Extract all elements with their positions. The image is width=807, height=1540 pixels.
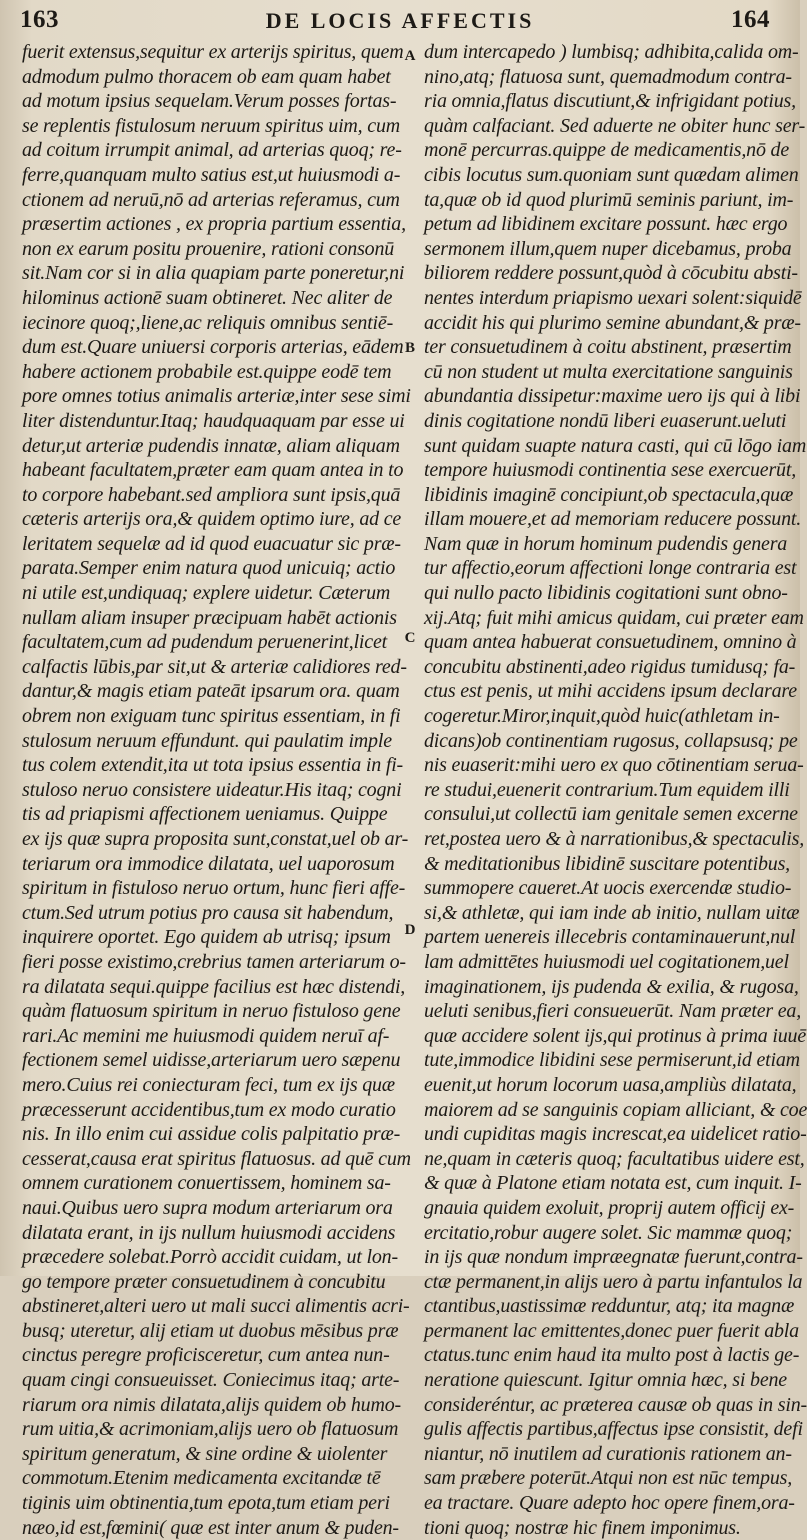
text-line: tute,immodice libidini sese permiserunt,id etiam	[424, 1049, 800, 1072]
text-line: leritatem sequelæ ad id quod euacuatur sic præ-	[22, 532, 401, 555]
text-line: dinis cogitatione nondū liberi euaserunt.ueluti	[424, 409, 787, 432]
text-line: sunt quidam suapte natura casti, qui cū lōgo iam	[424, 434, 807, 457]
text-line: commotum.Etenim medicamenta excitandæ tē	[22, 1467, 381, 1490]
text-line: gulis affectis partibus,affectus ipse consistit, defi	[424, 1418, 803, 1441]
text-line: facultatem,cum ad pudendum peruenerint,licet	[22, 631, 387, 654]
text-line: to corpore habebant.sed ampliora sunt ipsis,quā	[22, 483, 401, 506]
text-line: busq; uteretur, alij etiam ut duobus mēsibus præ	[22, 1319, 399, 1342]
text-line: stuloso neruo consistere uideatur.His itaq; cogni	[22, 778, 402, 801]
text-line: petum ad libidinem excitare possunt. hæc ergo	[424, 213, 788, 236]
text-line: lam admittētes huiusmodi uel cogitationem,uel	[424, 950, 789, 973]
text-line: illam mouere,et ad memoriam reducere possunt.	[424, 508, 802, 531]
text-line: nis euaserit:mihi uero ex quo cōtinentiam serua-	[424, 754, 804, 777]
text-line: habere actionem probabile est.quippe eodē tem	[22, 360, 392, 383]
text-line: cesserat,causa erat spiritus flatuosus. ad quē cum	[22, 1147, 411, 1170]
text-line: summopere caueret.At uocis exercendæ studio-	[424, 877, 792, 900]
margin-marker-b: B	[404, 340, 415, 356]
text-line: tiginis uim obtinentia,tum epota,tum etiam peri	[22, 1492, 390, 1515]
text-line: neratione quiescunt. Igitur omnia hæc, si bene	[424, 1369, 787, 1392]
text-line: ctionem ad neruū,nō ad arterias referamus, cum	[22, 188, 400, 211]
running-title: DE LOCIS AFFECTIS	[265, 8, 535, 33]
text-line: cæteris arterijs ora,& quidem optimo iure, ad ce	[22, 508, 402, 531]
text-line: cinctus peregre proficisceretur, cum antea nun-	[22, 1344, 390, 1367]
running-head	[0, 6, 800, 40]
text-line: habeant facultatem,præter eam quam antea in to	[22, 459, 404, 482]
text-line: fectionem semel uidisse,arteriarum uero sæpenu	[22, 1049, 401, 1072]
text-line: iecinore quoq;,liene,ac reliquis omnibus sentiē-	[22, 311, 394, 334]
text-line: si,& athletæ, qui iam inde ab initio, nullam uitæ	[424, 901, 800, 924]
text-line: & meditationibus libidinē suscitare potentibus,	[424, 852, 790, 875]
text-line: ter consuetudinem à coitu abstinent, præsertim	[424, 336, 792, 359]
text-line: ercitatio,robur augere solet. Sic mammæ quoq;	[424, 1221, 793, 1244]
text-line: calfactis lūbis,par sit,ut & arteriæ calidiores red-	[22, 655, 407, 678]
text-line: ad motum ipsius sequelam.Verum posses fortas-	[22, 90, 397, 113]
text-line: præsertim actiones , ex propria partium essentia,	[22, 213, 406, 236]
text-line: cū non student ut multa exercitatione sanguinis	[424, 360, 793, 383]
text-line: quàm calfaciant. Sed aduerte ne obiter hunc ser-	[424, 114, 806, 137]
text-line: & quæ à Platone etiam notata est, cum inquit. I-	[424, 1172, 802, 1195]
text-line: quam antea habuerat consuetudinem, omnino à	[424, 631, 797, 654]
text-line: accidit his qui plurimo semine abundant,& præ-	[424, 311, 801, 334]
margin-marker-a: A	[404, 48, 416, 64]
text-line: rum uitia,& acrimoniam,alijs uero ob flatuosum	[22, 1418, 399, 1441]
text-line: inquirere oportet. Ego quidem ab utrisq; ipsum	[22, 926, 391, 949]
text-line: parata.Semper enim natura quod unicuiq; actio	[22, 557, 396, 580]
text-line: tis ad priapismi affectionem ueniamus. Quippe	[22, 803, 388, 826]
text-line: ria omnia,flatus discutiunt,& infrigidant potius,	[424, 90, 796, 113]
text-line: ctæ permanent,in alijs uero à partu infantulos la	[424, 1270, 803, 1293]
text-line: re studui,euenerit contrarium.Tum equidem illi	[424, 778, 790, 801]
text-line: Nam quæ in horum hominum pudendis genera	[424, 532, 788, 555]
text-line: qui nullo pacto libidinis cogitationi sunt obno-	[424, 582, 788, 605]
text-line: imaginationem, ijs pudenda & exilia, & rugosa,	[424, 975, 799, 998]
text-line: niantur, nō inutilem ad curationis rationem an-	[424, 1442, 792, 1465]
text-line: teriarum ora immodice dilatata, uel uaporosum	[22, 852, 395, 875]
text-line: ni utile est,undiquaq; explere uidetur. Cæterum	[22, 582, 391, 605]
text-line: præcesserunt accidentibus,tum ex modo curatio	[22, 1098, 396, 1121]
text-line: go tempore præter consuetudinem à concubitu	[22, 1270, 386, 1293]
text-line: partem uenereis illecebris contaminauerunt,nul	[424, 926, 796, 949]
text-line: hilominus actionē suam obtineret. Nec aliter de	[22, 286, 393, 309]
text-line: tioni quoq; nostræ hic finem imponimus.	[424, 1516, 741, 1539]
text-line: dum est.Quare uniuersi corporis arterias, eādem	[22, 336, 404, 359]
text-line: concubitu abstinenti,adeo rigidus tumidusq; fa-	[424, 655, 796, 678]
text-line: spiritum in fistuloso neruo ortum, hunc fieri affe-	[22, 877, 406, 900]
text-line: pore omnes totius animalis arteriæ,inter sese simi	[22, 385, 411, 408]
text-line: gnauia quidem exoluit, proprij autem officij ex-	[424, 1196, 795, 1219]
text-line: in ijs quæ nondum impræegnatæ fuerunt,contra-	[424, 1246, 803, 1269]
text-line: cibis locutus sum.quoniam sunt quædam alimen	[424, 163, 799, 186]
text-line: naui.Quibus uero supra modum arteriarum ora	[22, 1196, 393, 1219]
right-text-column	[424, 40, 807, 1539]
text-line: ex ijs quæ supra proposita sunt,constat,uel ob ar-	[22, 828, 409, 850]
text-line: sit.Nam cor si in alia quapiam parte poneretur,ni	[22, 262, 405, 285]
text-line: ferre,quanquam multo satius est,ut huiusmodi a-	[22, 163, 401, 186]
text-line: biliorem reddere possunt,quòd à cōcubitu absti-	[424, 262, 798, 285]
text-line: maiorem ad se sanguinis copiam alliciant, & coe	[424, 1098, 807, 1121]
text-line: ctantibus,uastissimæ redduntur, atq; ita magnæ	[424, 1295, 795, 1318]
text-line: euenit,ut horum locorum uasa,ampliùs dilatata,	[424, 1073, 797, 1096]
text-line: quæ accidere solent ijs,qui protinus à prima iuuē	[424, 1024, 807, 1047]
text-line: quàm flatuosum spiritum in neruo fistuloso gene	[22, 1000, 401, 1023]
left-text-column	[22, 40, 411, 1539]
text-line: dantur,& magis etiam pateāt ipsarum ora. quam	[22, 680, 400, 703]
text-line: tempore huiusmodi continentia sese exercuerūt,	[424, 459, 797, 482]
text-line: nullam aliam insuper præcipuam habēt actionis	[22, 606, 397, 629]
text-line: fuerit extensus,sequitur ex arterijs spiritus, quem	[22, 41, 404, 63]
text-line: quam cingi consueuisset. Coniecimus itaq; arte-	[22, 1369, 400, 1392]
text-line: ad coitum irrumpit animal, ad arterias quoq; re-	[22, 139, 402, 162]
text-line: permanent lac emittentes,donec puer fuerit abla	[424, 1319, 799, 1342]
text-line: sermonem illum,quem nuper dicebamus, proba	[424, 237, 792, 260]
text-line: se replentis fistulosum neruum spiritus uim, cum	[22, 114, 400, 137]
text-line: detur,ut arteriæ pudendis innatæ, aliam aliquam	[22, 434, 400, 457]
text-line: rari.Ac memini me huiusmodi quidem neruī af-	[22, 1024, 390, 1047]
text-line: ra dilatata sequi.quippe facilius est hæc distendi,	[22, 975, 406, 998]
text-line: næo,id est,fœmini( quæ est inter anum & puden-	[22, 1516, 399, 1539]
text-line: consideréntur, ac præterea causæ ob quas in sin-	[424, 1393, 807, 1416]
text-line: riarum ora nimis dilatata,alijs quidem ob humo-	[22, 1393, 401, 1416]
text-line: spiritum generatum, & sine ordine & uiolenter	[22, 1442, 388, 1465]
text-line: nentes interdum priapismo uexari solent:siquidē	[424, 286, 802, 309]
text-line: undi cupiditas magis increscat,ea uidelicet ratio-	[424, 1123, 807, 1146]
text-line: sam præbere poterūt.Atqui non est nūc tempus,	[424, 1467, 793, 1490]
text-line: tur affectio,eorum affectioni longe contraria est	[424, 557, 797, 580]
text-line: libidinis imaginē concipiunt,ob spectacula,quæ	[424, 483, 794, 506]
text-line: ctatus.tunc enim haud ita multo post à lactis ge-	[424, 1344, 800, 1367]
text-line: stulosum neruum effundunt. qui paulatim imple	[22, 729, 392, 752]
page-number-right: 164	[731, 6, 770, 33]
text-line: dilatata erant, in ijs nullum huiusmodi accidens	[22, 1221, 396, 1244]
text-line: ctus est penis, ut mihi accidens ipsum declarare	[424, 680, 797, 703]
text-line: mero.Cuius rei coniecturam feci, tum ex ijs quæ	[22, 1073, 395, 1096]
text-line: ctum.Sed utrum potius pro causa sit habendum,	[22, 901, 394, 924]
text-line: ea tractare. Quare adepto hoc opere finem,ora-	[424, 1492, 795, 1515]
text-line: ueluti senibus,fieri consueuerūt. Nam præter ea,	[424, 1000, 802, 1023]
text-line: monē percurras.quippe de medicamentis,nō de	[424, 139, 790, 162]
margin-marker-d: D	[404, 922, 416, 938]
text-line: consului,ut collectū iam genitale semen excerne	[424, 803, 798, 826]
text-line: omnem curationem conuertissem, hominem sa-	[22, 1172, 391, 1195]
text-line: liter distenduntur.Itaq; haudquaquam par esse ui	[22, 409, 405, 432]
text-line: non ex earum positu prouenire, rationi consonū	[22, 237, 395, 260]
text-line: ne,quam in cæteris quoq; facultatibus uidere est,	[424, 1147, 805, 1170]
text-line: nino,atq; flatuosa sunt, quemadmodum contra-	[424, 65, 792, 88]
margin-marker-c: C	[404, 630, 416, 646]
text-line: ta,quæ ob id quod plurimū seminis pariunt, im-	[424, 188, 794, 211]
text-line: ret,postea uero & à narrationibus,& spectaculis,	[424, 828, 805, 850]
text-line: dicans)ob continentiam rugosus, collapsusq; pe	[424, 729, 798, 752]
text-line: tus colem extendit,ita ut tota ipsius essentia in fi-	[22, 754, 404, 777]
text-line: præcedere solebat.Porrò accidit cuidam, ut lon-	[22, 1246, 398, 1269]
text-line: abundantia dissipetur:maxime uero ijs qui à libi	[424, 385, 801, 408]
text-line: admodum pulmo thoracem ob eam quam habet	[22, 65, 391, 88]
text-line: fieri posse existimo,crebrius tamen arteriarum o-	[22, 950, 406, 973]
text-line: dum intercapedo ) lumbisq; adhibita,calida om-	[424, 41, 799, 63]
text-line: abstineret,alteri uero ut mali succi alimentis acri-	[22, 1295, 410, 1318]
text-line: cogeretur.Miror,inquit,quòd huic(athletam in-	[424, 705, 780, 728]
page-number-left: 163	[20, 6, 59, 33]
text-line: obrem non exiguam tunc spiritus essentiam, in fi	[22, 705, 401, 728]
text-line: xij.Atq; fuit mihi amicus quidam, cui præter eam	[424, 606, 804, 629]
text-line: nis. In illo enim cui assidue colis palpitatio præ-	[22, 1123, 401, 1146]
